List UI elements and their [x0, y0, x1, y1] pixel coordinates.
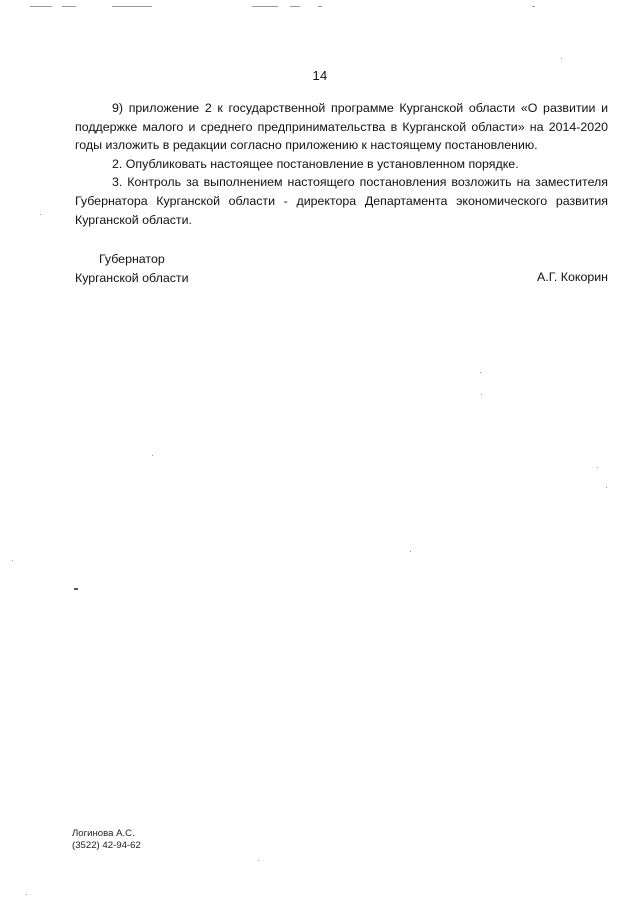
scan-speck — [40, 214, 41, 215]
scan-edge-marks — [0, 6, 640, 10]
paragraph-item-9: 9) приложение 2 к государственной программе Курганской области «О развитии и поддержке малого и среднего предпринимательства в Курганской области» на 2014-2020 годы изложить в редакции согласно приложению к настоящему постановлению. — [75, 101, 608, 153]
scan-speck — [74, 588, 78, 590]
scan-speck — [410, 551, 411, 552]
executor-phone: (3522) 42-94-62 — [72, 840, 141, 851]
scan-speck — [481, 394, 482, 395]
signatory-region: Курганской области — [75, 270, 189, 285]
scan-speck — [26, 894, 27, 895]
scan-speck — [152, 455, 153, 456]
page-number: 14 — [312, 68, 328, 83]
document-body — [75, 99, 608, 229]
signatory-title — [75, 250, 189, 287]
paragraph-publish: 2. Опубликовать настоящее постановление в установленном порядке. — [112, 156, 519, 171]
scan-speck — [258, 860, 259, 861]
signatory-name: А.Г. Кокорин — [536, 270, 608, 284]
paragraph-control: 3. Контроль за выполнением настоящего постановления возложить на заместителя Губернатора Курганской области - директора Департамента экономического развития Курганской области. — [75, 175, 608, 227]
signatory-position: Губернатор — [99, 252, 165, 266]
executor-info — [72, 828, 141, 852]
scan-speck — [12, 560, 13, 561]
scan-speck — [606, 487, 607, 488]
executor-name: Логинова А.С. — [72, 828, 135, 839]
scan-speck — [597, 467, 598, 468]
scan-speck — [561, 58, 562, 59]
scan-speck — [480, 372, 481, 373]
